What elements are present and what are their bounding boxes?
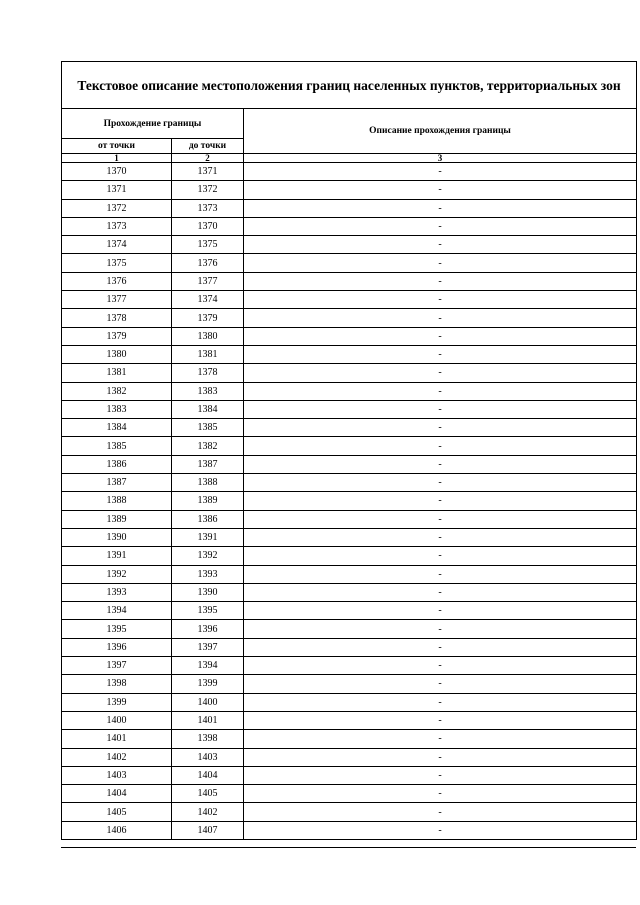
cell-to-point: 1395 (172, 602, 244, 620)
cell-from-point: 1379 (62, 327, 172, 345)
cell-from-point: 1374 (62, 236, 172, 254)
bottom-rule (61, 847, 636, 848)
cell-to-point: 1371 (172, 163, 244, 181)
cell-description: - (244, 272, 637, 290)
cell-to-point: 1394 (172, 657, 244, 675)
table-row (62, 766, 637, 784)
table-row (62, 382, 637, 400)
table-row (62, 309, 637, 327)
table-row (62, 364, 637, 382)
cell-description: - (244, 217, 637, 235)
cell-from-point: 1372 (62, 199, 172, 217)
table-row (62, 217, 637, 235)
cell-to-point: 1388 (172, 474, 244, 492)
cell-to-point: 1386 (172, 510, 244, 528)
table-row (62, 583, 637, 601)
cell-from-point: 1405 (62, 803, 172, 821)
table-row (62, 419, 637, 437)
table-row (62, 199, 637, 217)
cell-from-point: 1406 (62, 821, 172, 839)
cell-to-point: 1380 (172, 327, 244, 345)
cell-to-point: 1390 (172, 583, 244, 601)
cell-description: - (244, 291, 637, 309)
table-row (62, 492, 637, 510)
table-row (62, 748, 637, 766)
cell-from-point: 1385 (62, 437, 172, 455)
cell-description: - (244, 785, 637, 803)
cell-description: - (244, 602, 637, 620)
cell-to-point: 1400 (172, 693, 244, 711)
cell-description: - (244, 437, 637, 455)
table-row (62, 437, 637, 455)
cell-description: - (244, 364, 637, 382)
table-row (62, 327, 637, 345)
cell-description: - (244, 492, 637, 510)
cell-description: - (244, 657, 637, 675)
table-row (62, 254, 637, 272)
table-row (62, 657, 637, 675)
cell-from-point: 1378 (62, 309, 172, 327)
cell-to-point: 1392 (172, 547, 244, 565)
header-passage: Прохождение границы (62, 109, 244, 139)
table-row (62, 181, 637, 199)
cell-to-point: 1372 (172, 181, 244, 199)
cell-from-point: 1397 (62, 657, 172, 675)
cell-description: - (244, 382, 637, 400)
table-row (62, 291, 637, 309)
header-from-point: от точки (62, 139, 172, 154)
table-row (62, 785, 637, 803)
cell-description: - (244, 675, 637, 693)
cell-from-point: 1396 (62, 638, 172, 656)
cell-description: - (244, 345, 637, 363)
cell-to-point: 1404 (172, 766, 244, 784)
table-row (62, 455, 637, 473)
cell-description: - (244, 638, 637, 656)
cell-to-point: 1370 (172, 217, 244, 235)
cell-from-point: 1380 (62, 345, 172, 363)
cell-description: - (244, 400, 637, 418)
cell-to-point: 1382 (172, 437, 244, 455)
cell-from-point: 1381 (62, 364, 172, 382)
table-row (62, 675, 637, 693)
table-row (62, 163, 637, 181)
table-row (62, 803, 637, 821)
cell-description: - (244, 327, 637, 345)
table-row (62, 638, 637, 656)
cell-description: - (244, 565, 637, 583)
cell-to-point: 1374 (172, 291, 244, 309)
cell-to-point: 1389 (172, 492, 244, 510)
table-row (62, 474, 637, 492)
cell-to-point: 1402 (172, 803, 244, 821)
table-row (62, 510, 637, 528)
cell-to-point: 1376 (172, 254, 244, 272)
cell-to-point: 1403 (172, 748, 244, 766)
cell-description: - (244, 236, 637, 254)
cell-to-point: 1384 (172, 400, 244, 418)
cell-to-point: 1397 (172, 638, 244, 656)
cell-description: - (244, 528, 637, 546)
cell-from-point: 1390 (62, 528, 172, 546)
cell-from-point: 1400 (62, 711, 172, 729)
column-number-1: 1 (62, 154, 172, 163)
cell-to-point: 1407 (172, 821, 244, 839)
cell-description: - (244, 474, 637, 492)
cell-from-point: 1384 (62, 419, 172, 437)
cell-description: - (244, 730, 637, 748)
cell-from-point: 1388 (62, 492, 172, 510)
cell-description: - (244, 199, 637, 217)
cell-from-point: 1399 (62, 693, 172, 711)
cell-from-point: 1391 (62, 547, 172, 565)
cell-from-point: 1392 (62, 565, 172, 583)
cell-description: - (244, 620, 637, 638)
cell-from-point: 1395 (62, 620, 172, 638)
cell-description: - (244, 254, 637, 272)
cell-to-point: 1377 (172, 272, 244, 290)
cell-description: - (244, 693, 637, 711)
table-row (62, 547, 637, 565)
cell-description: - (244, 583, 637, 601)
cell-to-point: 1381 (172, 345, 244, 363)
cell-from-point: 1370 (62, 163, 172, 181)
cell-from-point: 1377 (62, 291, 172, 309)
cell-from-point: 1371 (62, 181, 172, 199)
cell-from-point: 1382 (62, 382, 172, 400)
table-row (62, 236, 637, 254)
cell-to-point: 1375 (172, 236, 244, 254)
table-row (62, 602, 637, 620)
boundary-table-body (62, 62, 637, 840)
table-row (62, 620, 637, 638)
cell-from-point: 1404 (62, 785, 172, 803)
table-row (62, 345, 637, 363)
cell-from-point: 1376 (62, 272, 172, 290)
header-row-1 (62, 109, 637, 139)
cell-from-point: 1401 (62, 730, 172, 748)
cell-to-point: 1385 (172, 419, 244, 437)
cell-to-point: 1373 (172, 199, 244, 217)
cell-to-point: 1391 (172, 528, 244, 546)
cell-description: - (244, 181, 637, 199)
cell-from-point: 1387 (62, 474, 172, 492)
table-row (62, 565, 637, 583)
header-description: Описание прохождения границы (244, 109, 637, 154)
cell-to-point: 1379 (172, 309, 244, 327)
cell-description: - (244, 821, 637, 839)
title-row (62, 62, 637, 109)
cell-description: - (244, 803, 637, 821)
boundary-table (61, 61, 637, 840)
cell-from-point: 1394 (62, 602, 172, 620)
cell-to-point: 1387 (172, 455, 244, 473)
table-row (62, 400, 637, 418)
cell-from-point: 1389 (62, 510, 172, 528)
cell-description: - (244, 748, 637, 766)
cell-from-point: 1383 (62, 400, 172, 418)
cell-from-point: 1398 (62, 675, 172, 693)
cell-description: - (244, 766, 637, 784)
cell-to-point: 1405 (172, 785, 244, 803)
cell-description: - (244, 455, 637, 473)
table-row (62, 528, 637, 546)
document-title: Текстовое описание местоположения границ населенных пунктов, территориальных зон (62, 62, 637, 109)
cell-from-point: 1393 (62, 583, 172, 601)
cell-to-point: 1398 (172, 730, 244, 748)
column-number-2: 2 (172, 154, 244, 163)
header-to-point: до точки (172, 139, 244, 154)
cell-to-point: 1383 (172, 382, 244, 400)
cell-to-point: 1401 (172, 711, 244, 729)
cell-to-point: 1378 (172, 364, 244, 382)
cell-from-point: 1403 (62, 766, 172, 784)
cell-description: - (244, 309, 637, 327)
table-row (62, 272, 637, 290)
cell-from-point: 1373 (62, 217, 172, 235)
cell-from-point: 1386 (62, 455, 172, 473)
table-row (62, 730, 637, 748)
cell-to-point: 1393 (172, 565, 244, 583)
table-row (62, 693, 637, 711)
column-number-3: 3 (244, 154, 637, 163)
cell-from-point: 1375 (62, 254, 172, 272)
cell-from-point: 1402 (62, 748, 172, 766)
cell-description: - (244, 163, 637, 181)
table-row (62, 711, 637, 729)
cell-description: - (244, 547, 637, 565)
cell-to-point: 1399 (172, 675, 244, 693)
cell-description: - (244, 510, 637, 528)
column-number-row (62, 154, 637, 163)
cell-to-point: 1396 (172, 620, 244, 638)
table-row (62, 821, 637, 839)
cell-description: - (244, 419, 637, 437)
cell-description: - (244, 711, 637, 729)
